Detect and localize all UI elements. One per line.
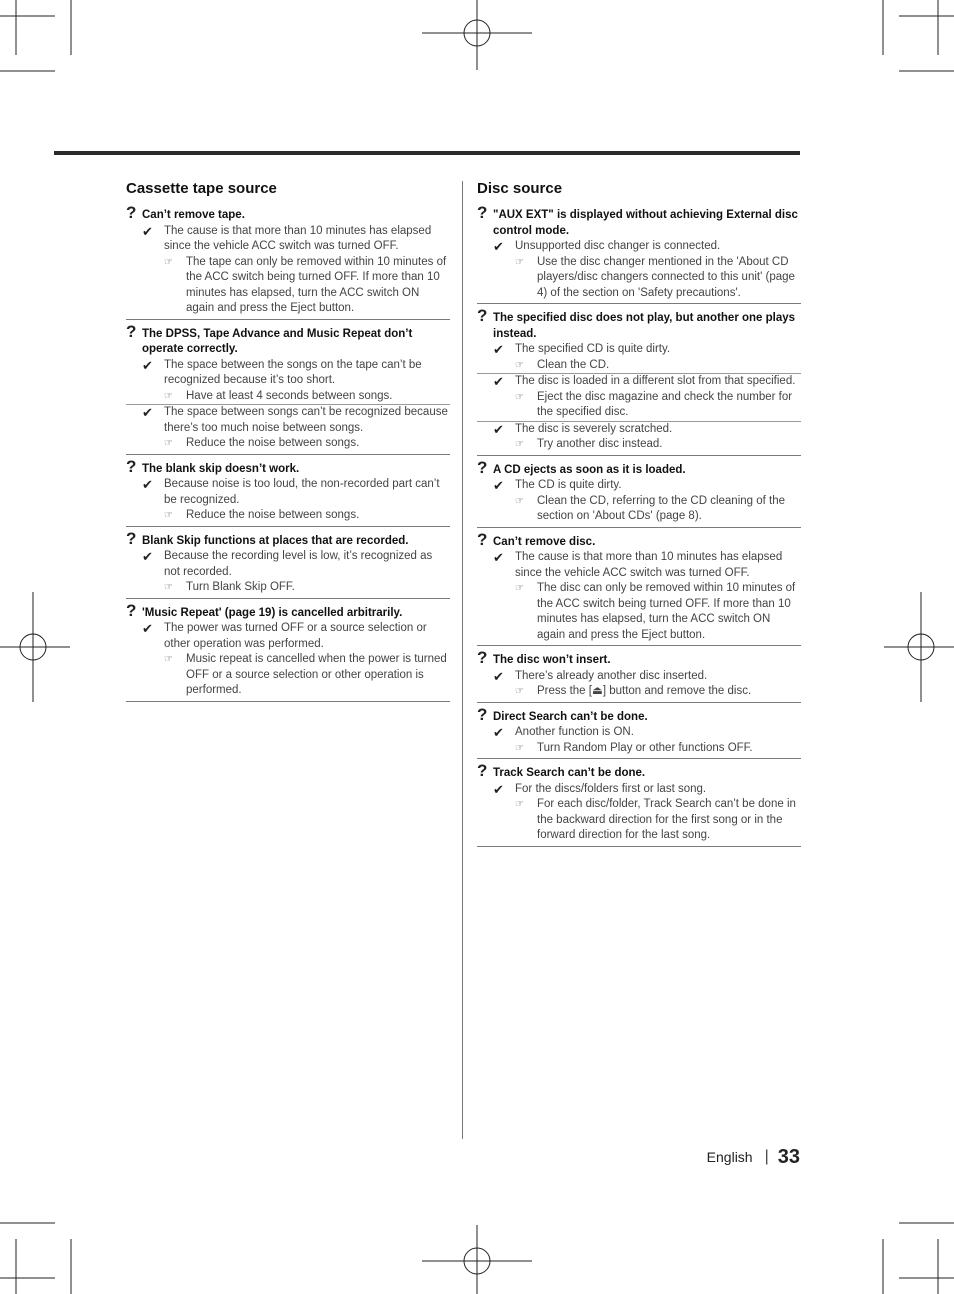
cassette-section <box>126 178 450 707</box>
problem-text: 'Music Repeat' (page 19) is cancelled arbitrarily. <box>142 606 403 619</box>
cause-item <box>126 224 450 317</box>
pointing-hand-icon: ☞ <box>515 686 524 697</box>
pointing-hand-icon: ☞ <box>164 256 173 268</box>
remedy-text: Turn Random Play or other functions OFF. <box>537 741 753 754</box>
cause-text: The space between the songs on the tape can’t be recognized because it’s too short. <box>164 358 422 386</box>
troubleshooting-item <box>477 306 801 456</box>
remedy-text: Have at least 4 seconds between songs. <box>186 389 393 402</box>
remedy-text: Eject the disc magazine and check the number for the specified disc. <box>537 390 793 418</box>
page-footer <box>707 1144 800 1170</box>
cause-item <box>477 478 801 525</box>
cause-item <box>477 373 801 421</box>
cause-item <box>477 782 801 844</box>
cause-item <box>477 239 801 301</box>
problem-heading <box>477 648 801 669</box>
pointing-hand-icon: ☞ <box>164 582 173 593</box>
footer-separator: | <box>764 1148 769 1165</box>
check-mark-icon: ✔ <box>493 478 504 493</box>
troubleshooting-item <box>477 203 801 304</box>
check-mark-icon: ✔ <box>493 421 504 437</box>
problem-text: Can’t remove tape. <box>142 209 245 221</box>
check-mark-icon: ✔ <box>142 549 153 564</box>
remedy-item <box>515 581 801 643</box>
cause-text: The disc is loaded in a different slot from that specified. <box>515 375 796 387</box>
pointing-hand-icon: ☞ <box>164 390 173 402</box>
remedy-item <box>164 652 450 699</box>
troubleshooting-item <box>477 457 801 528</box>
check-mark-icon: ✔ <box>493 668 504 684</box>
remedy-text: The disc can only be removed within 10 minutes of the ACC switch being turned OFF. If more than 10 minutes has elapsed, turn the ACC switch ON again and press the Eject button. <box>537 582 796 641</box>
cause-item <box>126 404 450 452</box>
pointing-hand-icon: ☞ <box>515 439 524 450</box>
check-mark-icon: ✔ <box>142 357 153 373</box>
remedy-text: The tape can only be removed within 10 minutes of the ACC switch being turned OFF. If more than 10 minutes has elapsed, turn the ACC switch ON again and press the Eject button. <box>186 255 447 314</box>
remedy-item <box>515 797 801 844</box>
check-mark-icon: ✔ <box>493 725 504 740</box>
problem-heading <box>126 528 450 550</box>
check-mark-icon: ✔ <box>142 223 153 239</box>
pointing-hand-icon: ☞ <box>515 742 524 754</box>
question-mark-icon: ? <box>126 456 137 476</box>
cause-item <box>477 421 801 453</box>
pointing-hand-icon: ☞ <box>515 359 524 371</box>
pointing-hand-icon: ☞ <box>515 583 524 594</box>
pointing-hand-icon: ☞ <box>515 391 524 403</box>
pointing-hand-icon: ☞ <box>164 438 173 449</box>
troubleshooting-item <box>477 704 801 760</box>
cause-item <box>477 669 801 700</box>
remedy-item <box>164 508 450 524</box>
question-mark-icon: ? <box>126 321 137 341</box>
remedy-text: Clean the CD, referring to the CD cleaning of the section on 'About CDs' (page 8). <box>537 494 786 522</box>
remedy-text: Turn Blank Skip OFF. <box>186 581 295 593</box>
pointing-hand-icon: ☞ <box>164 654 173 665</box>
problem-text: "AUX EXT" is displayed without achieving External disc control mode. <box>493 209 798 237</box>
question-mark-icon: ? <box>477 761 488 780</box>
issue-list <box>477 203 801 847</box>
problem-text: Direct Search can’t be done. <box>493 710 648 723</box>
remedy-item <box>164 436 450 452</box>
cause-text: Because noise is too loud, the non-recorded part can’t be recognized. <box>164 478 440 506</box>
remedy-text: For each disc/folder, Track Search can’t be done in the backward direction for the first song or in the forward direction for the last song. <box>537 798 796 841</box>
troubleshooting-item <box>126 600 450 702</box>
remedy-item <box>515 437 801 453</box>
cause-item <box>126 621 450 699</box>
question-mark-icon: ? <box>477 704 488 724</box>
question-mark-icon: ? <box>126 528 137 548</box>
problem-heading <box>477 529 801 551</box>
check-mark-icon: ✔ <box>493 374 504 389</box>
problem-heading <box>126 321 450 358</box>
problem-heading <box>477 704 801 726</box>
cause-text: Because the recording level is low, it’s recognized as not recorded. <box>164 550 433 578</box>
question-mark-icon: ? <box>477 306 488 325</box>
remedy-item <box>164 580 450 596</box>
problem-text: A CD ejects as soon as it is loaded. <box>493 463 686 476</box>
troubleshooting-item <box>126 321 450 455</box>
troubleshooting-item <box>477 529 801 647</box>
remedy-text: Reduce the noise between songs. <box>186 437 360 449</box>
cause-text: The specified CD is quite dirty. <box>515 343 671 355</box>
remedy-text: Press the [⏏] button and remove the disc. <box>537 685 752 697</box>
problem-heading <box>477 761 801 782</box>
remedy-item <box>515 684 801 700</box>
problem-heading <box>477 203 801 239</box>
check-mark-icon: ✔ <box>142 405 153 420</box>
language-label: English <box>706 1149 753 1165</box>
question-mark-icon: ? <box>477 648 488 667</box>
troubleshooting-item <box>126 528 450 599</box>
cause-text: Another function is ON. <box>515 726 634 738</box>
remedy-text: Use the disc changer mentioned in the 'About CD players/disc changers connected to this unit' (page 4) of the section on 'Safety precautions'. <box>537 255 795 299</box>
column-divider <box>462 181 463 1139</box>
pointing-hand-icon: ☞ <box>515 256 524 268</box>
pointing-hand-icon: ☞ <box>515 799 524 810</box>
cause-text: The space between songs can’t be recognized because there’s too much noise between songs. <box>164 406 448 434</box>
remedy-item <box>515 494 801 525</box>
cause-item <box>126 477 450 524</box>
troubleshooting-item <box>126 456 450 527</box>
problem-text: The blank skip doesn’t work. <box>142 462 300 475</box>
remedy-text: Try another disc instead. <box>537 438 663 450</box>
problem-heading <box>477 457 801 479</box>
remedy-text: Music repeat is cancelled when the power is turned OFF or a source selection or other operation is performed. <box>186 653 447 696</box>
problem-heading <box>126 600 450 622</box>
problem-heading <box>477 306 801 342</box>
check-mark-icon: ✔ <box>493 342 504 357</box>
cause-text: The disc is severely scratched. <box>515 422 673 435</box>
cause-text: There’s already another disc inserted. <box>515 669 708 682</box>
problem-text: Track Search can’t be done. <box>493 767 646 779</box>
pointing-hand-icon: ☞ <box>515 495 524 507</box>
cause-text: The cause is that more than 10 minutes has elapsed since the vehicle ACC switch was turned OFF. <box>515 551 783 579</box>
disc-section <box>477 178 801 852</box>
troubleshooting-item <box>126 203 450 320</box>
problem-text: Can’t remove disc. <box>493 535 596 548</box>
remedy-text: Reduce the noise between songs. <box>186 509 360 521</box>
cause-text: The CD is quite dirty. <box>515 479 622 491</box>
cause-text: The cause is that more than 10 minutes has elapsed since the vehicle ACC switch was turned OFF. <box>164 224 432 252</box>
problem-text: Blank Skip functions at places that are recorded. <box>142 534 409 547</box>
cause-item <box>126 358 450 405</box>
problem-text: The specified disc does not play, but another one plays instead. <box>493 312 796 340</box>
remedy-item <box>164 389 450 405</box>
remedy-item <box>164 255 450 317</box>
check-mark-icon: ✔ <box>493 781 504 797</box>
question-mark-icon: ? <box>477 529 488 549</box>
problem-heading <box>126 456 450 478</box>
question-mark-icon: ? <box>126 600 137 620</box>
cause-text: The power was turned OFF or a source selection or other operation was performed. <box>164 622 427 650</box>
cause-item <box>126 549 450 596</box>
cause-text: Unsupported disc changer is connected. <box>515 240 721 252</box>
check-mark-icon: ✔ <box>142 621 153 636</box>
cause-item <box>477 725 801 756</box>
remedy-item <box>515 358 801 374</box>
troubleshooting-item <box>477 648 801 703</box>
problem-heading <box>126 203 450 224</box>
check-mark-icon: ✔ <box>493 550 504 565</box>
question-mark-icon: ? <box>126 203 137 222</box>
pointing-hand-icon: ☞ <box>164 510 173 521</box>
question-mark-icon: ? <box>477 457 488 477</box>
section-title: Disc source <box>477 180 563 197</box>
cause-text: For the discs/folders first or last song. <box>515 782 707 795</box>
page-number: 33 <box>777 1145 800 1168</box>
header-rule <box>54 151 800 155</box>
problem-text: The DPSS, Tape Advance and Music Repeat don’t operate correctly. <box>142 327 413 355</box>
remedy-text: Clean the CD. <box>537 358 610 371</box>
remedy-item <box>515 390 801 421</box>
troubleshooting-item <box>477 761 801 847</box>
section-title: Cassette tape source <box>126 180 277 197</box>
check-mark-icon: ✔ <box>493 239 504 254</box>
question-mark-icon: ? <box>477 203 488 222</box>
remedy-item <box>515 255 801 302</box>
cause-item <box>477 550 801 643</box>
check-mark-icon: ✔ <box>142 477 153 492</box>
issue-list <box>126 203 450 702</box>
remedy-item <box>515 741 801 757</box>
cause-item <box>477 342 801 373</box>
problem-text: The disc won’t insert. <box>493 654 611 666</box>
